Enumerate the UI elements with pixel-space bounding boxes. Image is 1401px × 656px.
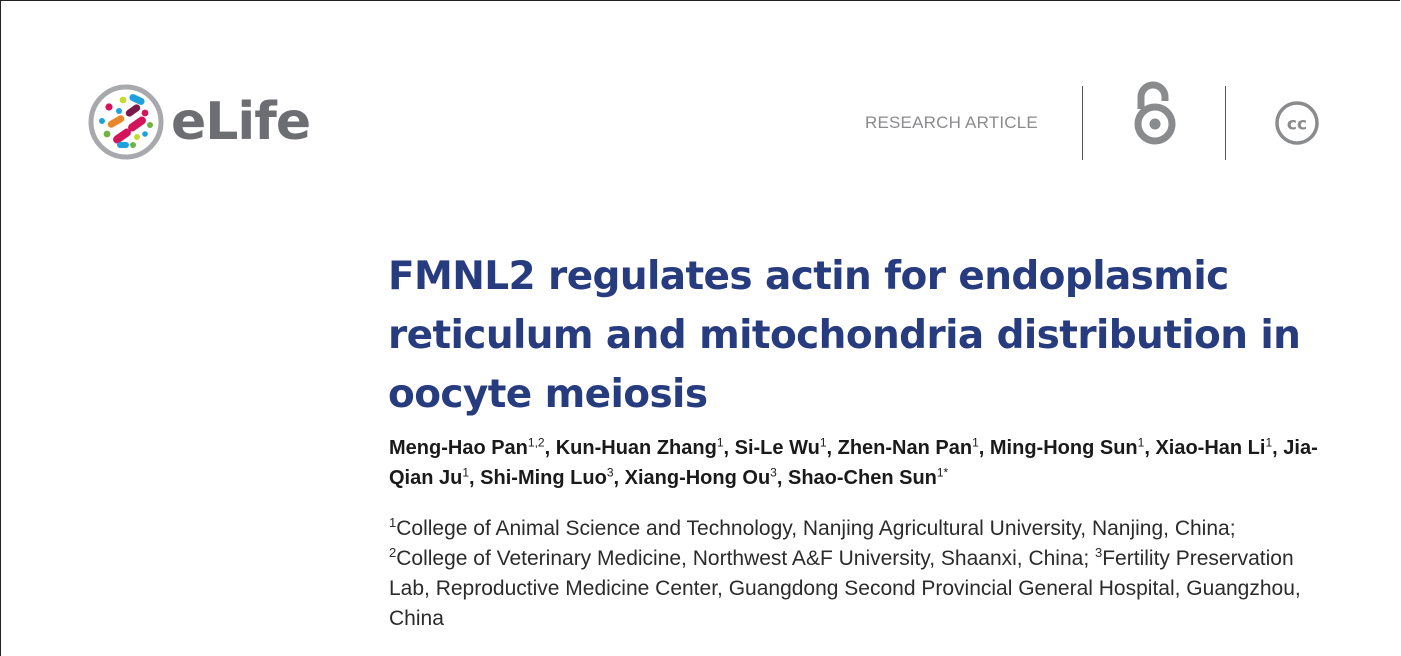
author-separator: , bbox=[613, 467, 625, 489]
author-separator: , bbox=[723, 437, 735, 459]
author-name: Shao-Chen Sun bbox=[787, 467, 937, 489]
affiliation-number: 2 bbox=[389, 545, 397, 560]
author-separator: , bbox=[469, 467, 481, 489]
header-divider bbox=[1225, 86, 1226, 160]
affiliation-list bbox=[389, 514, 1319, 634]
author-entry[interactable] bbox=[735, 437, 827, 459]
author-affiliation-marker: 1 bbox=[819, 435, 827, 450]
author-separator: , bbox=[1272, 437, 1284, 459]
author-entry[interactable] bbox=[389, 437, 545, 459]
author-name: Meng-Hao Pan bbox=[389, 437, 528, 459]
affiliation-text: College of Veterinary Medicine, Northwest A&F University, Shaanxi, China; bbox=[396, 547, 1095, 570]
author-affiliation-marker: 3 bbox=[770, 465, 777, 480]
author-separator: , bbox=[776, 467, 788, 489]
article-type-label: RESEARCH ARTICLE bbox=[865, 113, 1038, 132]
author-affiliation-marker: 1* bbox=[936, 465, 949, 480]
author-separator: , bbox=[544, 437, 556, 459]
author-entry[interactable] bbox=[990, 437, 1144, 459]
author-entry[interactable] bbox=[480, 467, 613, 489]
author-affiliation-marker: 3 bbox=[606, 465, 614, 480]
author-affiliation-marker: 1 bbox=[1265, 435, 1273, 450]
author-name: Ming-Hong Sun bbox=[989, 437, 1138, 459]
author-list bbox=[389, 433, 1349, 493]
author-name: Si-Le Wu bbox=[734, 437, 820, 459]
author-name: Jia-Qian Ju bbox=[389, 437, 1318, 489]
elife-wordmark: eLife bbox=[171, 92, 311, 152]
author-separator: , bbox=[978, 437, 990, 459]
author-name: Xiang-Hong Ou bbox=[624, 467, 771, 489]
open-access-icon[interactable] bbox=[1133, 79, 1177, 147]
author-affiliation-marker: 1 bbox=[462, 465, 470, 480]
affiliation-entry bbox=[389, 547, 1095, 570]
affiliation-number: 3 bbox=[1095, 545, 1103, 560]
affiliation-text: Fertility Preservation Lab, Reproductive Medicine Center, Guangdong Second Provincial General Hospital, Guangzhou, China bbox=[389, 547, 1301, 630]
author-entry[interactable] bbox=[788, 467, 948, 489]
author-entry[interactable] bbox=[556, 437, 724, 459]
article-title: FMNL2 regulates actin for endoplasmic reticulum and mitochondria distribution in oocyte meiosis bbox=[388, 254, 1301, 417]
header-divider bbox=[1082, 86, 1083, 160]
creative-commons-icon[interactable] bbox=[1274, 100, 1320, 146]
author-separator: , bbox=[826, 437, 838, 459]
affiliation-number: 1 bbox=[389, 515, 397, 530]
elife-logo-icon bbox=[87, 83, 165, 161]
author-separator: , bbox=[1144, 437, 1156, 459]
author-name: Shi-Ming Luo bbox=[480, 467, 607, 489]
author-affiliation-marker: 1 bbox=[972, 435, 979, 450]
author-entry[interactable] bbox=[838, 437, 979, 459]
author-affiliation-marker: 1 bbox=[1137, 435, 1145, 450]
author-name: Kun-Huan Zhang bbox=[555, 437, 717, 459]
author-name: Xiao-Han Li bbox=[1155, 437, 1266, 459]
cc-label: cc bbox=[1286, 114, 1308, 135]
affiliation-text: College of Animal Science and Technology, Nanjing Agricultural University, Nanjing, China; bbox=[396, 517, 1236, 540]
affiliation-entry bbox=[389, 517, 1236, 540]
author-affiliation-marker: 1 bbox=[716, 435, 724, 450]
author-affiliation-marker: 1,2 bbox=[527, 435, 545, 450]
author-entry[interactable] bbox=[1155, 437, 1272, 459]
author-entry[interactable] bbox=[625, 467, 777, 489]
author-name: Zhen-Nan Pan bbox=[837, 437, 973, 459]
elife-logo[interactable] bbox=[87, 83, 310, 161]
